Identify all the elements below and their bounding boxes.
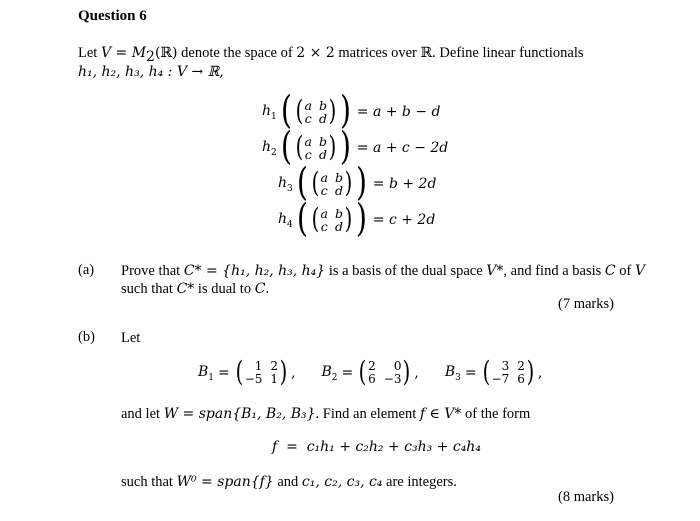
functional-rhs: = a + b − d <box>356 104 441 120</box>
matrix-c: c <box>304 147 312 162</box>
functional-definitions <box>262 88 449 240</box>
functional-name: $h_1$ <box>262 102 277 122</box>
right-paren: ) <box>355 196 367 240</box>
right-paren: ) <box>339 88 351 132</box>
matrix-a: a <box>320 206 328 221</box>
matrix-b: b <box>334 170 343 185</box>
part-b-label: (b) <box>78 329 95 345</box>
matrix: ( a b c d ) <box>295 93 337 127</box>
matrix-b1: $B_1$ = ( 1 2 −5 1 ) , <box>198 354 296 388</box>
matrix-d: d <box>318 111 327 126</box>
b-matrices <box>198 354 543 388</box>
intro-line-2: h₁, h₂, h₃, h₄ : V → ℝ, <box>78 64 224 80</box>
matrix-a: a <box>304 134 312 149</box>
intro-line-1: Let $V = M_2(ℝ)$ denote the space of 2 × 2 matrices over ℝ. Define linear functionals <box>78 45 584 65</box>
left-paren: ( <box>280 88 292 132</box>
matrix-b3: $B_3$ = ( 3 2 −7 6 ) , <box>444 354 543 388</box>
matrix-c: c <box>320 183 328 198</box>
part-a-line-2: such that C* is dual to C. <box>121 281 270 297</box>
part-b-let: Let <box>121 330 141 346</box>
left-paren: ( <box>296 196 308 240</box>
functional-rhs: = b + 2d <box>372 176 437 192</box>
matrix-b: b <box>318 98 327 113</box>
matrix: ( a b c d ) <box>311 201 353 235</box>
functional-name: $h_2$ <box>262 138 277 158</box>
part-a-label: (a) <box>78 262 95 278</box>
functional-h4 <box>278 196 448 240</box>
matrix: ( a b c d ) <box>311 165 353 199</box>
functional-rhs: = a + c − 2d <box>356 140 449 156</box>
functional-rhs: = c + 2d <box>372 212 436 228</box>
matrix-d: d <box>334 219 343 234</box>
left-paren: ( <box>296 160 308 204</box>
left-paren: ( <box>280 124 292 168</box>
part-a-line-1: Prove that C* = {h₁, h₂, h₃, h₄} is a basis of the dual space V*, and find a basis C of V <box>121 263 646 279</box>
functional-name: $h_3$ <box>278 174 293 194</box>
question-title: Question 6 <box>78 8 147 24</box>
matrix-d: d <box>334 183 343 198</box>
matrix-a: a <box>304 98 312 113</box>
matrix-b: b <box>334 206 343 221</box>
f-formula: f = c₁h₁ + c₂h₂ + c₃h₃ + c₄h₄ <box>272 439 481 455</box>
matrix-c: c <box>304 111 312 126</box>
matrix-c: c <box>320 219 328 234</box>
part-b-line-3: and let W = span{B₁, B₂, B₃}. Find an element f ∈ V* of the form <box>121 406 531 422</box>
right-paren: ) <box>339 124 351 168</box>
matrix-d: d <box>318 147 327 162</box>
part-b-line-5: such that W⁰ = span{f} and c₁, c₂, c₃, c₄ are integers. <box>121 474 457 490</box>
matrix: ( a b c d ) <box>295 129 337 163</box>
functional-name: $h_4$ <box>278 210 293 230</box>
part-b-marks: (8 marks) <box>558 489 614 505</box>
matrix-b2: $B_2$ = ( 2 0 6 −3 ) , <box>321 354 419 388</box>
part-a-marks: (7 marks) <box>558 296 614 312</box>
right-paren: ) <box>355 160 367 204</box>
matrix-b: b <box>318 134 327 149</box>
matrix-a: a <box>320 170 328 185</box>
